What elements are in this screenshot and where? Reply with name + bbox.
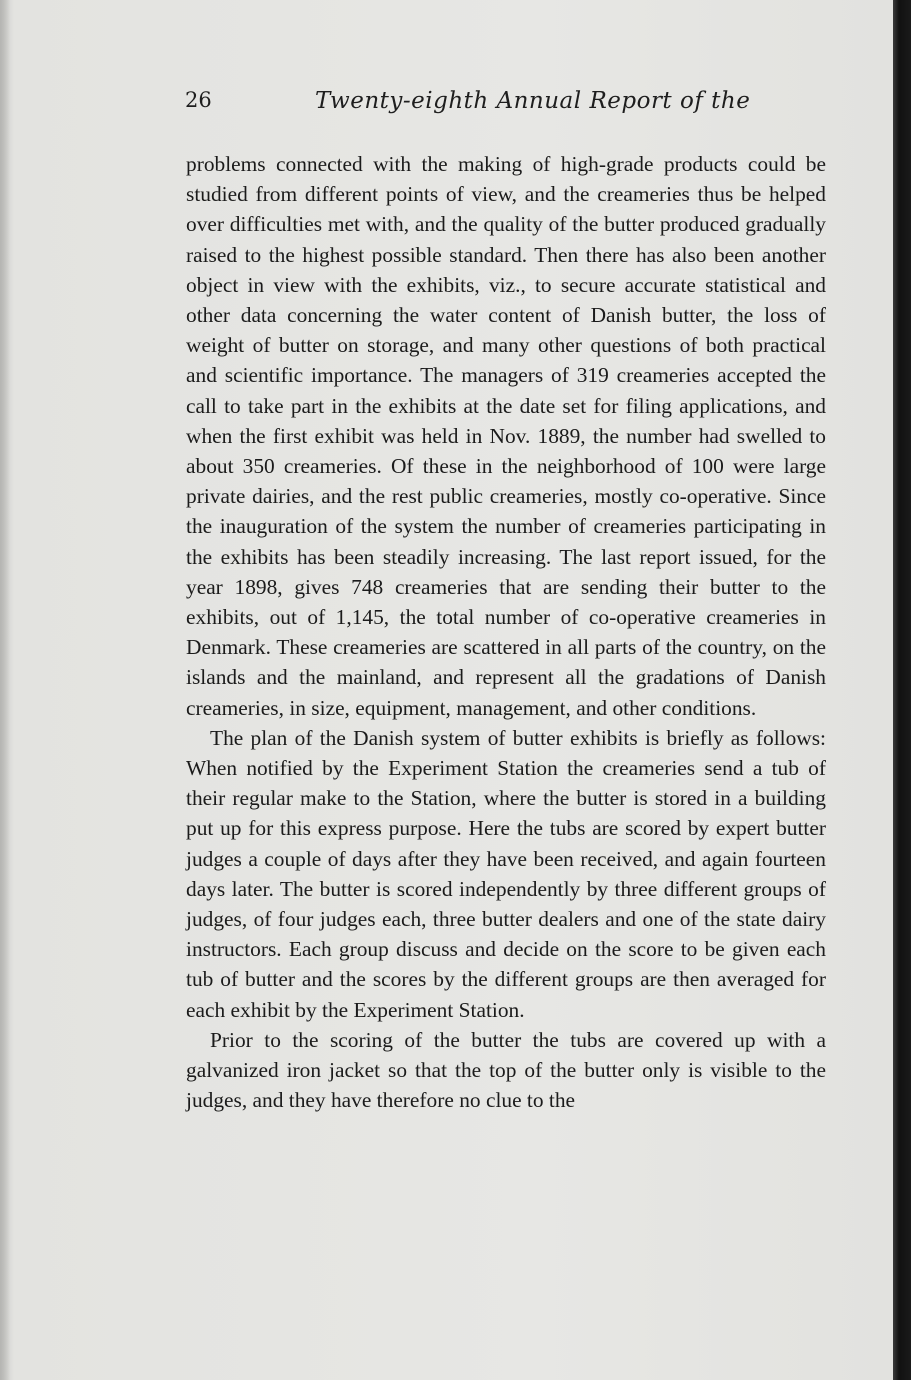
page-header (185, 88, 825, 128)
paragraph-3: Prior to the scoring of the butter the tubs are covered up with a galvanized iron jacket so that the top of the butter only is visible to the judges, and they have therefore no clue to the (186, 1027, 826, 1113)
page-number: 26 (185, 88, 212, 112)
running-title: Twenty-eighth Annual Report of the (315, 88, 751, 114)
paragraph-1: problems connected with the making of high-grade products could be studied from different points of view, and the creameries thus be helped over difficulties met with, and the quality of the butter produced gradually raised to the highest possible standard. Then there has also been another object in view with the exhibits, viz., to secure accurate statistical and other data concerning the water content of Danish butter, the loss of weight of butter on storage, and many other questions of both practical and scientific importance. The managers of 319 creameries accepted the call to take part in the exhibits at the date set for filing applications, and when the first exhibit was held in Nov. 1889, the number had swelled to about 350 creameries. Of these in the neighborhood of 100 were large private dairies, and the rest public creameries, mostly co-operative. Since the inauguration of the system the number of creameries participating in the exhibits has been steadily increasing. The last report issued, for the year 1898, gives 748 creameries that are sending their butter to the exhibits, out of 1,145, the total number of co-operative creameries in Denmark. These creameries are scattered in all parts of the country, on the islands and the mainland, and represent all the gradations of Danish creameries, in size, equipment, management, and other conditions. (186, 152, 826, 720)
book-edge (893, 0, 911, 1380)
body-text (186, 149, 826, 1116)
paragraph-2: The plan of the Danish system of butter exhibits is briefly as follows: When notified by the Experiment Station the creameries send a tub of their regular make to the Station, where the butter is stored in a building put up for this express purpose. Here the tubs are scored by expert butter judges a couple of days after they have been received, and again fourteen days later. The butter is scored independently by three different groups of judges, of four judges each, three butter dealers and one of the state dairy instructors. Each group discuss and decide on the score to be given each tub of butter and the scores by the different groups are then averaged for each exhibit by the Experiment Station. (186, 725, 826, 1022)
page-gutter-shadow (0, 0, 10, 1380)
